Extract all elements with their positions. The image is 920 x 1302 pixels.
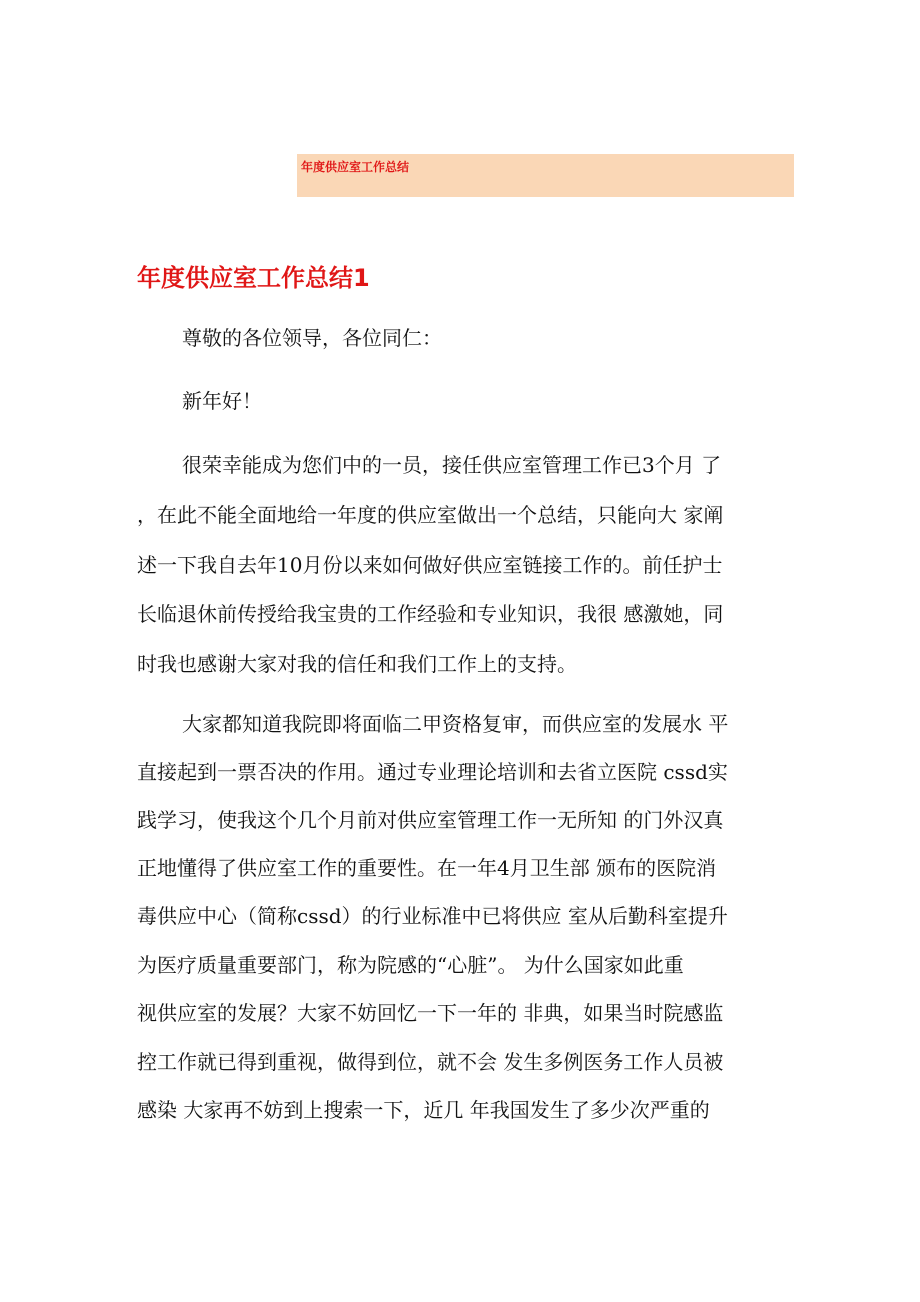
header-title: 年度供应室工作总结 [301,160,410,174]
paragraph2-line: 直接起到一票否决的作用。通过专业理论培训和去省立医院 cssd实 [137,760,728,784]
paragraph2-line: 践学习，使我这个几个月前对供应室管理工作一无所知 的门外汉真 [137,808,724,832]
paragraph2-line: 大家都知道我院即将面临二甲资格复审，而供应室的发展水 平 [182,712,729,736]
paragraph1-line: 长临退休前传授给我宝贵的工作经验和专业知识，我很 感激她，同 [137,602,724,626]
paragraph2-line: 正地懂得了供应室工作的重要性。在一年4月卫生部 颁布的医院消 [137,856,717,880]
paragraph1-line: ，在此不能全面地给一年度的供应室做出一个总结，只能向大 家阐 [137,503,724,527]
paragraph2-line: 视供应室的发展？大家不妨回忆一下一年的 非典，如果当时院感监 [137,1001,724,1025]
paragraph2-line: 感染 大家再不妨到上搜索一下，近几 年我国发生了多少次严重的 [137,1098,710,1122]
paragraph1-line: 述一下我自去年10月份以来如何做好供应室链接工作的。前任护士 [137,553,723,577]
paragraph2-line: 为医疗质量重要部门，称为院感的“心脏”。 为什么国家如此重 [137,953,684,977]
new-year-line: 新年好！ [182,389,262,413]
greeting-line: 尊敬的各位领导，各位同仁： [182,326,442,350]
paragraph1-line: 时我也感谢大家对我的信任和我们工作上的支持。 [137,652,577,676]
document-title: 年度供应室工作总结1 [137,264,370,292]
header-band [297,154,794,197]
paragraph2-line: 控工作就已得到重视，做得到位，就不会 发生多例医务工作人员被 [137,1050,724,1074]
paragraph1-line: 很荣幸能成为您们中的一员，接任供应室管理工作已3个月 了 [182,453,722,477]
paragraph2-line: 毒供应中心（简称cssd）的行业标准中已将供应 室从后勤科室提升 [137,904,728,928]
